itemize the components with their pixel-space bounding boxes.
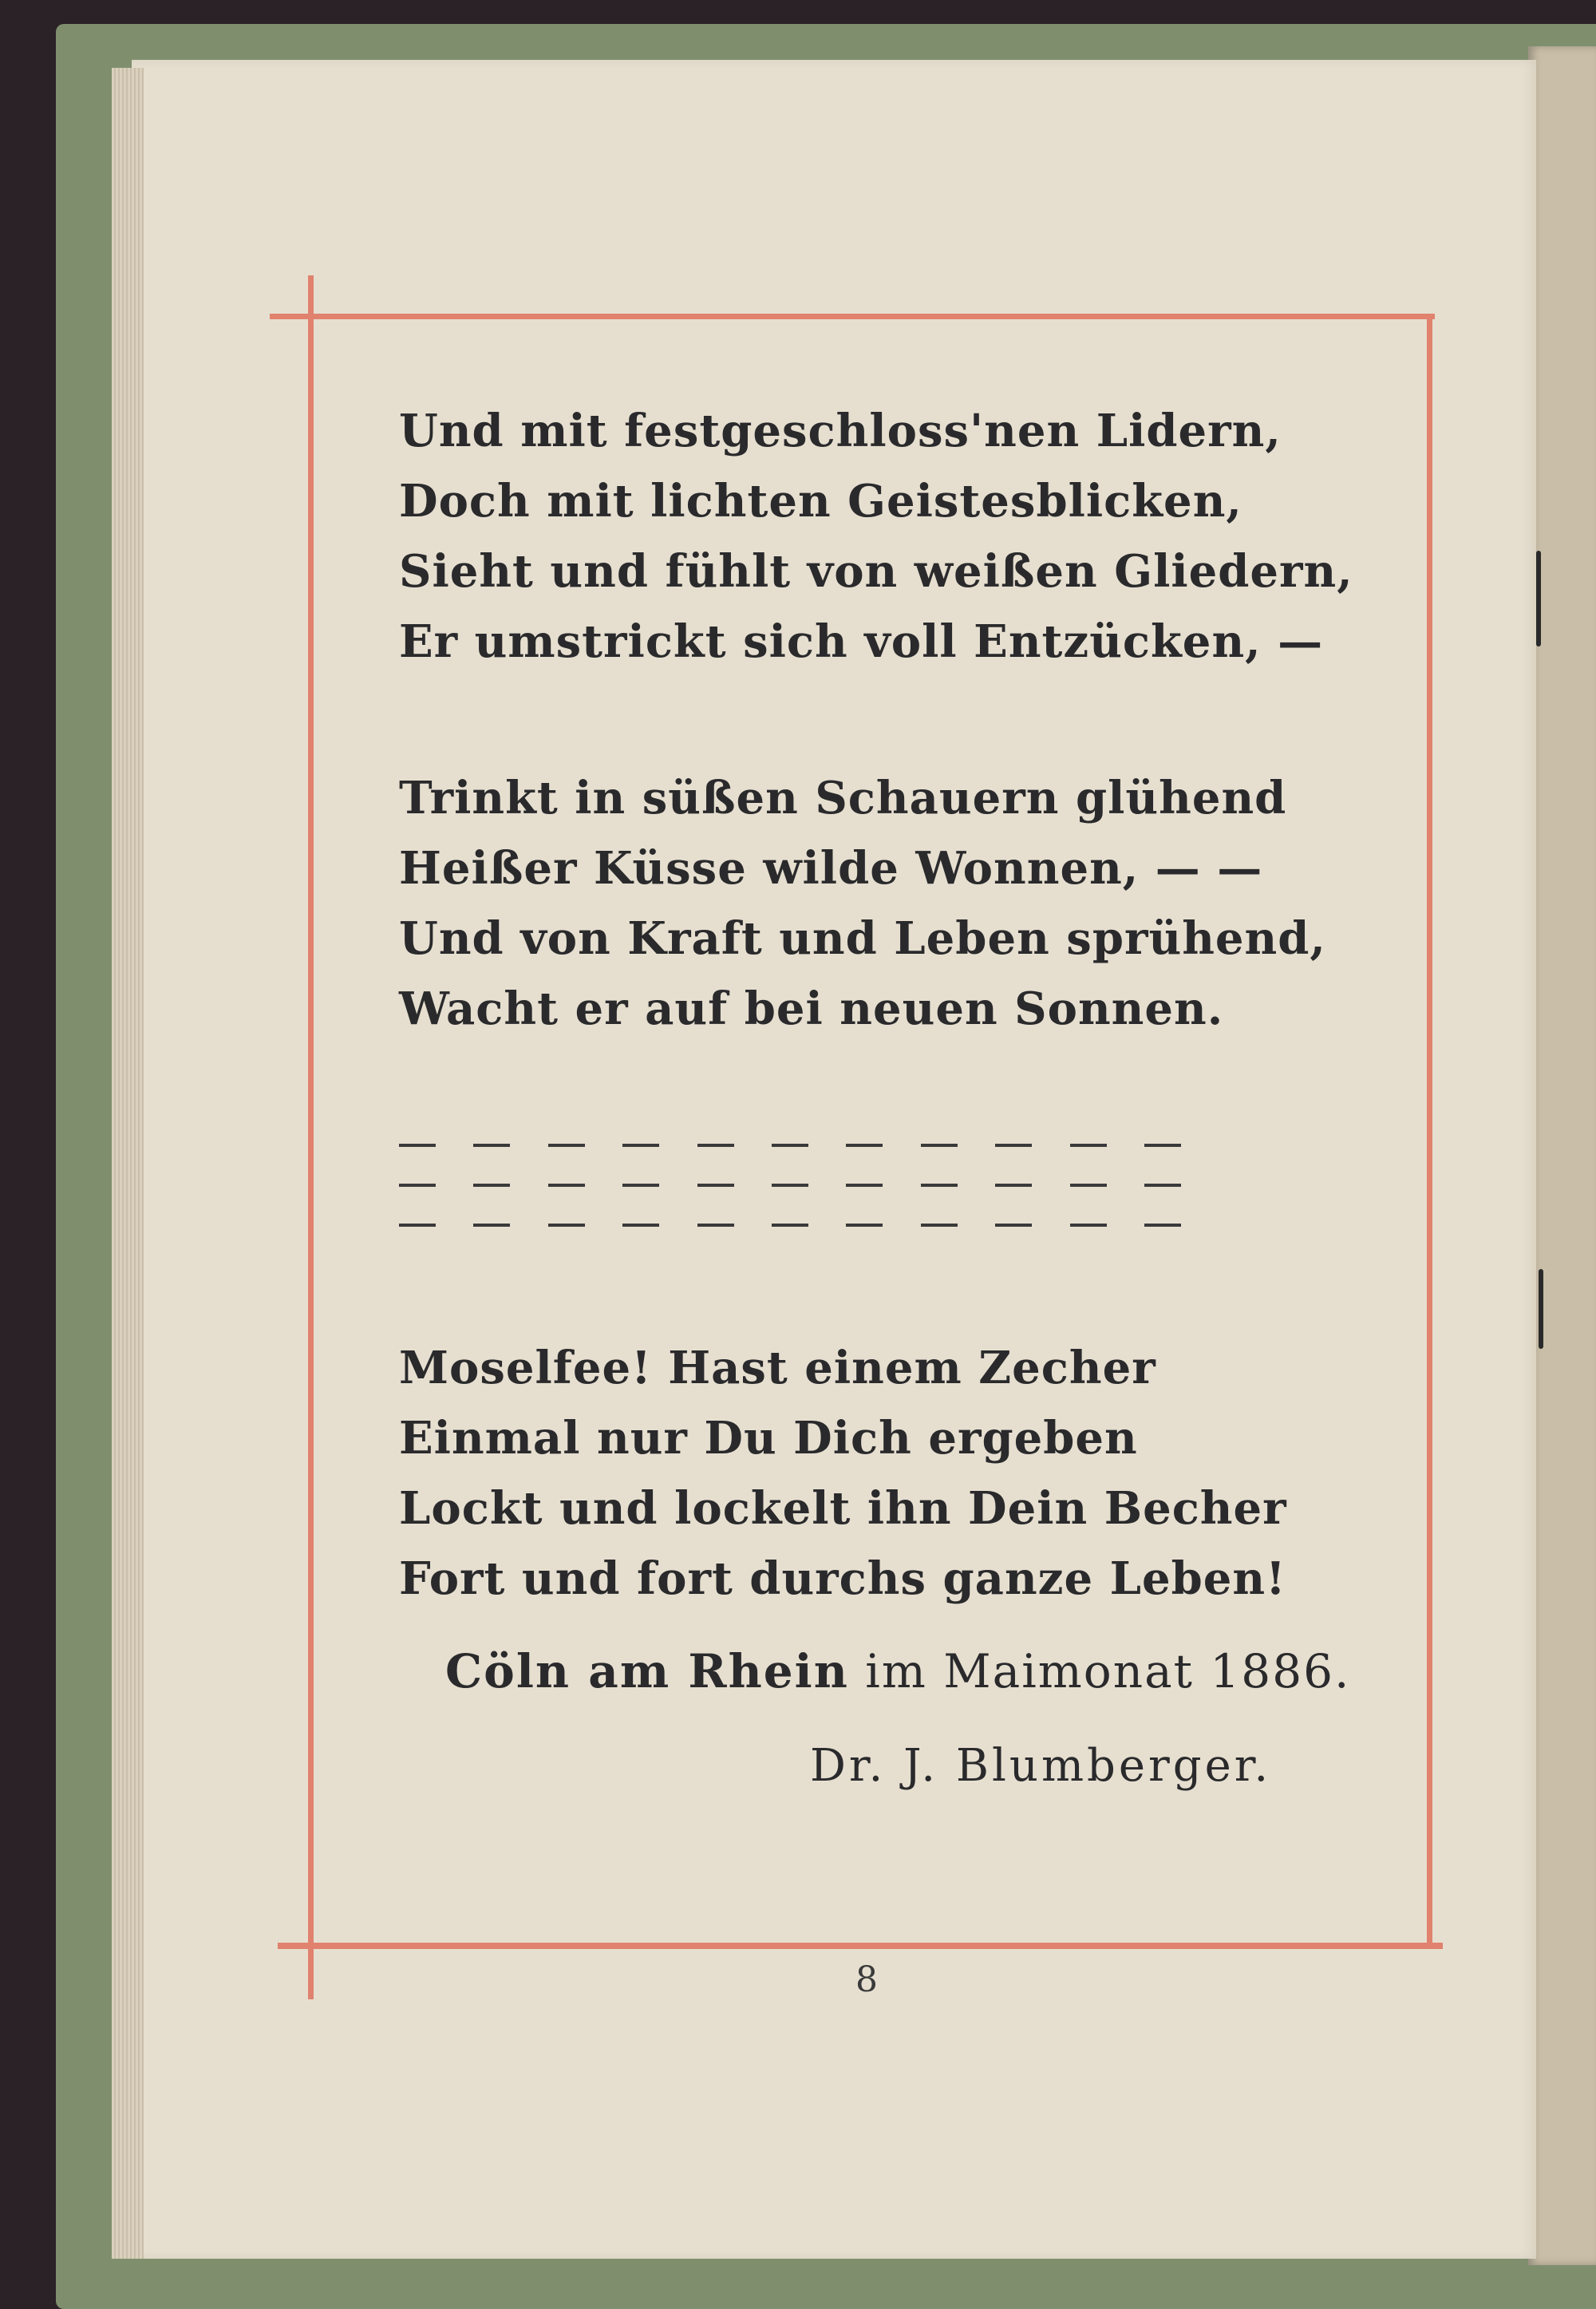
- place-and-date: [445, 1644, 1350, 1698]
- verse-line: Doch mit lichten Geistesblicken,: [399, 475, 1242, 528]
- ellipsis-dash-rows: [399, 1125, 1181, 1245]
- page-stack-edge: [112, 68, 144, 2259]
- binding-mark: [1536, 551, 1541, 646]
- verse-line: Er umstrickt sich voll Entzücken, —: [399, 615, 1324, 668]
- verse-line: Und von Kraft und Leben sprühend,: [399, 912, 1326, 965]
- date-text: im Maimonat 1886.: [865, 1644, 1351, 1698]
- verse-line: Und mit festgeschloss'nen Lidern,: [399, 405, 1282, 457]
- place: Cöln am Rhein: [445, 1644, 849, 1698]
- verse-line: Trinkt in süßen Schauern glühend: [399, 772, 1287, 824]
- verse-line: Fort und fort durchs ganze Leben!: [399, 1552, 1286, 1605]
- stanza-2: [399, 763, 1436, 1044]
- verse-line: Lockt und lockelt ihn Dein Becher: [399, 1482, 1287, 1535]
- stanza-1: [399, 396, 1436, 677]
- author-signature: Dr. J. Blumberger.: [810, 1740, 1272, 1792]
- dash-row: [399, 1165, 1181, 1205]
- verse-line: Sieht und fühlt von weißen Gliedern,: [399, 545, 1353, 598]
- next-page-edge: [1528, 46, 1596, 2265]
- page-number: 8: [855, 1959, 878, 2000]
- frame-rule-bottom: [278, 1943, 1443, 1949]
- binding-mark: [1539, 1269, 1543, 1349]
- dash-row: [399, 1205, 1181, 1245]
- frame-rule-top: [270, 314, 1435, 319]
- verse-line: Heißer Küsse wilde Wonnen, — —: [399, 842, 1263, 895]
- dash-row: [399, 1125, 1181, 1165]
- stanza-3: [399, 1333, 1436, 1614]
- verse-line: Wacht er auf bei neuen Sonnen.: [399, 983, 1224, 1035]
- verse-line: Moselfee! Hast einem Zecher: [399, 1342, 1156, 1394]
- frame-rule-left: [308, 275, 314, 1999]
- verse-line: Einmal nur Du Dich ergeben: [399, 1412, 1138, 1465]
